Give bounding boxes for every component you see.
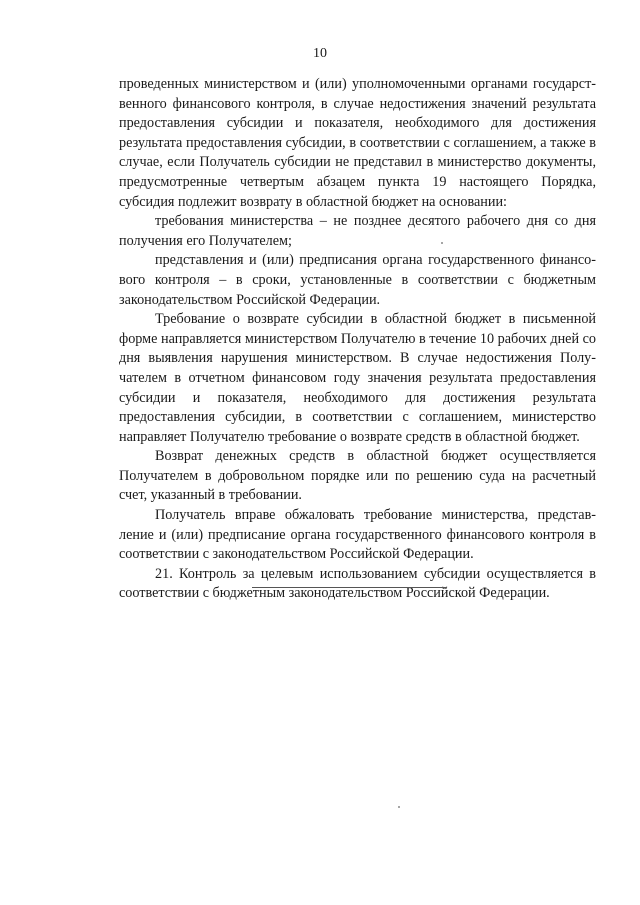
document-body (119, 75, 596, 604)
scan-speck (398, 806, 400, 808)
paragraph-control-body-order: представления и (или) предписания органа государственного финансо-вого контроля – в сроки, установленные в соответствии с бюджетным законодательством Российской Федерации. (119, 252, 596, 308)
scan-speck (441, 242, 443, 244)
page-number: 10 (313, 46, 327, 61)
paragraph-continuation: проведенных министерством и (или) уполномоченными органами государст-венного финансового контроля, в случае недостижения значений результата предоставления субсидии и показателя, необходимого для достижения результата предоставления субсидии, в соответствии с соглашением, а также в случае, если Получатель субсидии не представил в министерство документы, предусмотренные четвертым абзацем пункта 19 настоящего Порядка, субсидия подлежит возврату в областной бюджет на основании: (119, 76, 596, 210)
paragraph-appeal-right: Получатель вправе обжаловать требование министерства, представ-ление и (или) предписание органа государственного финансового контроля в соответствии с законодательством Российской Федерации. (119, 507, 596, 563)
end-of-text-rule (252, 587, 447, 588)
paragraph-item-21: 21. Контроль за целевым использованием субсидии осуществляется в соответствии с бюджетным законодательством Российской Федерации. (119, 565, 596, 602)
paragraph-ministry-requirement: требования министерства – не позднее десятого рабочего дня со дня получения его Получателем; (119, 213, 596, 249)
paragraph-refund-procedure: Возврат денежных средств в областной бюджет осуществляется Получателем в добровольном порядке или по решению суда на расчетный счет, указанный в требовании. (119, 448, 596, 504)
paragraph-return-requirement: Требование о возврате субсидии в областной бюджет в письменной форме направляется министерством Получателю в течение 10 рабочих дней со дня выявления нарушения министерством. В случае недостижения Полу-чателем в отчетном финансовом году значения результата предоставления субсидии и показателя, необходимого для достижения результата предоставления субсидии, в соответствии с соглашением, министерство направляет Получателю требование о возврате средств в областной бюджет. (119, 311, 596, 445)
